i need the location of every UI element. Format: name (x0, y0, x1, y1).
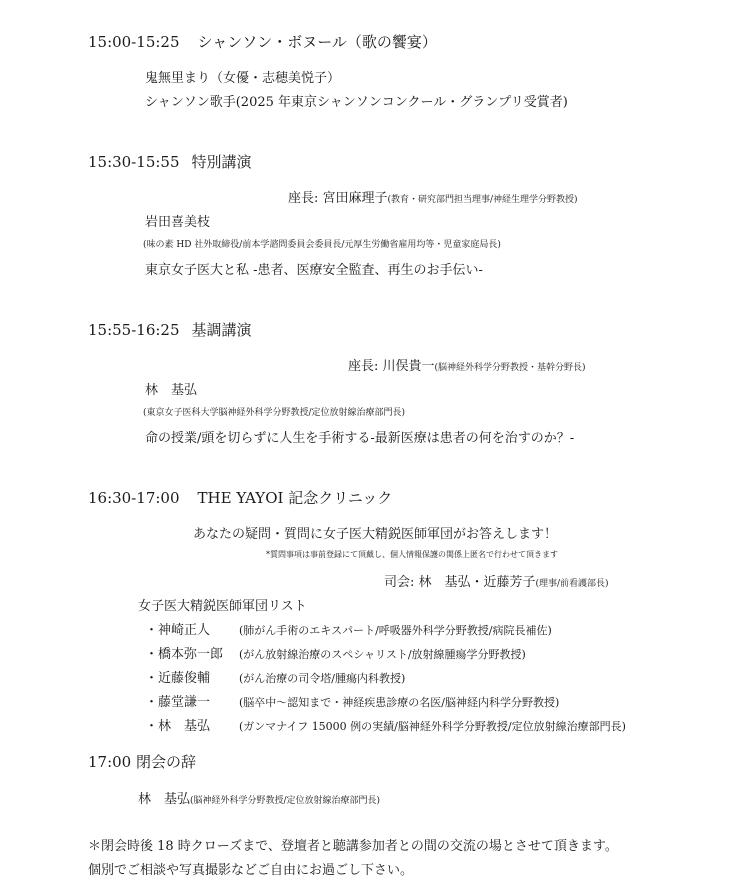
speaker-name: 林 基弘 (138, 792, 191, 807)
session-time: 15:55-16:25 (88, 321, 180, 339)
speaker-affiliation: (東京女子医科大学脳神経外科学分野教授/定位放射線治療部門長) (143, 408, 406, 418)
performer-name: 鬼無里まり（女優・志穂美悦子） (145, 71, 341, 86)
doctor-item (145, 643, 526, 662)
session-header-3 (88, 319, 252, 340)
host (384, 571, 609, 590)
closing-header: 17:00 閉会の辞 (88, 753, 196, 771)
doctor-item (145, 715, 626, 734)
chair (348, 355, 586, 374)
doctor-description: (肺がん手術のエキスパート/呼吸器外科学分野教授/病院長補佐) (239, 624, 552, 637)
footer-note-1: ＊閉会時後 18 時クローズまで、登壇者と聴講参加者との間の交流の場とさせて頂きます。 (88, 839, 618, 854)
session-time: 16:30-17:00 (88, 489, 180, 507)
doctor-item (145, 619, 552, 638)
doctor-name: ・橋本弥一郎 (145, 647, 224, 662)
clinic-lead: あなたの疑問・質問に女子医大精鋭医師軍団がお答えします！ (193, 527, 558, 542)
session-title: 特別講演 (191, 153, 252, 171)
doctor-description: (がん放射線治療のスペシャリスト/放射線腫瘍学分野教授) (239, 648, 526, 661)
doctor-list-title: 女子医大精鋭医師軍団リスト (138, 599, 307, 614)
doctor-name: ・藤堂謙一 (145, 695, 211, 710)
doctor-item (145, 667, 405, 686)
footer-note-2: 個別でご相談や写真撮影などご自由にお過ごし下さい。 (88, 863, 414, 878)
talk-title: 東京女子医大と私 -患者、医療安全監査、再生のお手伝い- (145, 263, 483, 278)
chair-label: 座長: 宮田麻理子 (288, 191, 388, 206)
speaker-name: 岩田喜美枝 (145, 215, 211, 230)
session-title: 基調講演 (191, 321, 252, 339)
host-affiliation: (理事/前看護部長) (535, 579, 609, 589)
session-title: THE YAYOI 記念クリニック (197, 489, 393, 507)
doctor-description: (ガンマナイフ 15000 例の実績/脳神経外科学分野教授/定位放射線治療部門長) (239, 720, 626, 733)
session-header-2 (88, 151, 252, 172)
chair (288, 187, 578, 206)
speaker-name: 林 基弘 (145, 383, 198, 398)
chair-affiliation: (教育・研究部門担当理事/神経生理学分野教授) (387, 195, 578, 205)
session-title: シャンソン・ボヌール（歌の饗宴） (197, 33, 437, 51)
session-time: 15:00-15:25 (88, 33, 180, 51)
doctor-name: ・林 基弘 (145, 719, 211, 734)
talk-title: 命の授業/頭を切らずに人生を手術する-最新医療は患者の何を治すのか？- (145, 431, 575, 446)
chair-affiliation: (脳神経外科学分野教授・基幹分野長) (434, 363, 586, 373)
session-time: 15:30-15:55 (88, 153, 180, 171)
session-header-1 (88, 31, 437, 52)
doctor-description: (脳卒中～認知まで・神経疾患診療の名医/脳神経内科学分野教授) (239, 696, 560, 709)
performer-description: シャンソン歌手(2025 年東京シャンソンコンクール・グランプリ受賞者) (145, 95, 568, 110)
speaker-affiliation: (脳神経外科学分野教授/定位放射線治療部門長) (190, 796, 381, 806)
speaker-affiliation: (味の素 HD 社外取締役/前本学諮問委員会委員長/元厚生労働省雇用均等・児童家庭局長) (143, 240, 501, 250)
doctor-name: ・近藤俊輔 (145, 671, 211, 686)
doctor-item (145, 691, 559, 710)
chair-label: 座長: 川俣貴一 (348, 359, 435, 374)
doctor-name: ・神崎正人 (145, 623, 211, 638)
closing-speaker (138, 788, 380, 807)
clinic-note: *質問事項は事前登録にて頂戴し、個人情報保護の関係上匿名で行わせて頂きます (266, 550, 558, 559)
session-header-4 (88, 487, 392, 508)
host-label: 司会: 林 基弘・近藤芳子 (384, 575, 536, 590)
doctor-description: (がん治療の司令塔/腫瘍内科教授) (239, 672, 406, 685)
